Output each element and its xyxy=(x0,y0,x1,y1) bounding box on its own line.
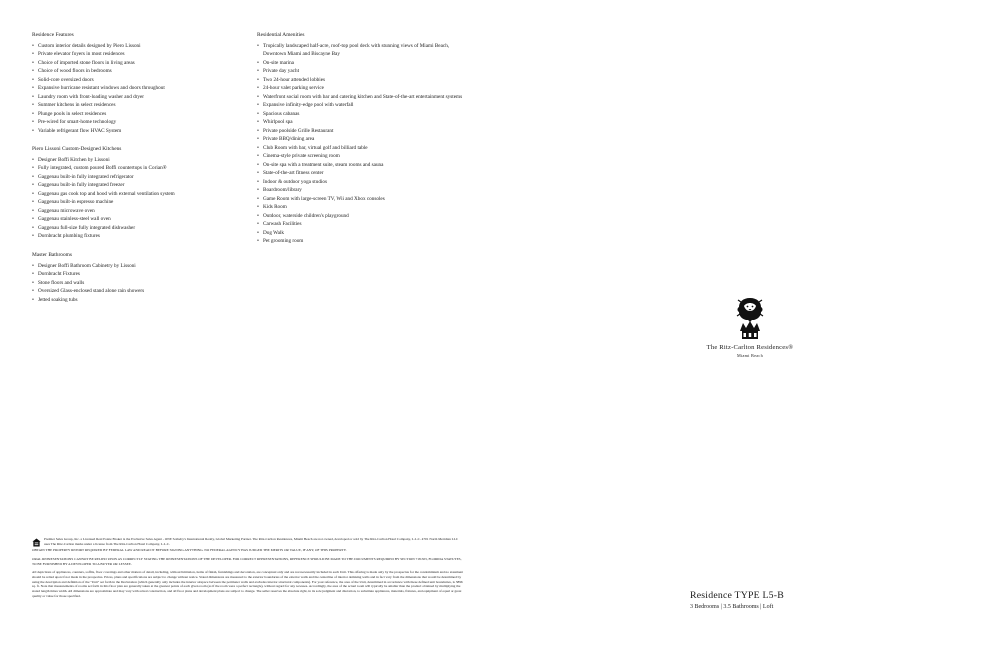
list-item: • Expansive hurricane resistant windows and doors throughout xyxy=(32,84,252,93)
list-item: • Plunge pools in select residences xyxy=(32,110,252,119)
list-item: • Whirlpool spa xyxy=(257,118,467,127)
list-item: • Expansive infinity-edge pool with waterfall xyxy=(257,101,467,110)
bathrooms-section xyxy=(32,251,252,304)
equal-housing-opportunity-icon xyxy=(32,538,41,547)
section-heading: Master Bathrooms xyxy=(32,251,72,258)
list-item: • Custom interior details designed by Piero Lissoni xyxy=(32,42,252,51)
list-item: • Choice of wood floors in bedrooms xyxy=(32,67,252,76)
list-item: • Gaggenau microwave oven xyxy=(32,207,252,216)
legal-header-row xyxy=(32,537,464,547)
legal-paragraph: OBTAIN THE PROPERTY REPORT REQUIRED BY FEDERAL LAW AND READ IT BEFORE SIGNING ANYTHING. NO FEDERAL AGENCY HAS JUDGED THE MERITS OR VALUE, IF ANY, OF THIS PROPERTY. xyxy=(32,548,347,553)
list-item: • Designer Boffi Bathroom Cabinetry by Lissoni xyxy=(32,262,252,271)
list-item: • Gaggenau gas cook top and hood with external ventilation system xyxy=(32,190,252,199)
ritz-carlton-lion-crown-logo-icon xyxy=(730,296,770,342)
list-item: • Cinema-style private screening room xyxy=(257,152,467,161)
amenities-list xyxy=(257,42,467,246)
list-item: • Choice of imported stone floors in living areas xyxy=(32,59,252,68)
section-heading: Piero Lissoni Custom-Designed Kitchens xyxy=(32,146,122,153)
list-item: • Gaggenau stainless-steel wall oven xyxy=(32,215,252,224)
section-heading: Residential Amenities xyxy=(257,32,305,38)
list-item: • Boardroom/library xyxy=(257,186,467,195)
list-item: • Outdoor, waterside children's playground xyxy=(257,212,467,221)
kitchens-section xyxy=(32,145,252,241)
list-item: • Jetted soaking tubs xyxy=(32,296,252,305)
list-item: • Club Room with bar, virtual golf and billiard table xyxy=(257,144,467,153)
kitchens-list xyxy=(32,156,252,241)
list-item: • Gaggenau built-in fully integrated freezer xyxy=(32,181,252,190)
list-item: • Spacious cabanas xyxy=(257,110,467,119)
list-item: • Carwash Facilities xyxy=(257,220,467,229)
list-item: • Solid-core oversized doors xyxy=(32,76,252,85)
section-heading: Residence Features xyxy=(32,32,74,38)
legal-paragraph: All depictions of appliances, counters, soffits, floor coverings and other matters of detail, including, without limitation, items of finish, furnishings and decoration, are conceptual only and are not necessarily included in each Unit. This offering is made only by the prospectus for the condominium and no statement should be relied upon if not made in the prospectus. Prices, plans and specifications are subject to change without notice. Stated dimensions are measured to the exterior boundaries of the exterior walls and the centerline of interior demising walls and in fact vary from the dimensions that would be determined by using the description and definition of the "Unit" set forth in the Declaration (which generally only includes the interior airspace between the perimeter walls and excludes interior structural components). For your reference, the area of the Unit, determined in accordance with these defined unit boundaries, is 3896 sq. ft. Note that measurements of rooms set forth in this floor plan are generally taken at the greatest points of each given room (as if the room were a perfect rectangle), without regard for any recesses. Accordingly, the area of the actual room will typically be smaller than the product obtained by multiplying the stated length times width. All dimensions are approximate and may vary with actual construction, and all floor plans and development plans are subject to change. The seller reserves the absolute right, in its sole judgment and discretion, to substitute appliances, materials, fixtures, and equipment of equal or great quality or value for those specified. xyxy=(32,570,464,598)
list-item: • Gaggenau full-size fully integrated dishwasher xyxy=(32,224,252,233)
list-item: • State-of-the-art fitness center xyxy=(257,169,467,178)
legal-disclaimer xyxy=(32,537,464,599)
list-item: • Two 24-hour attended lobbies xyxy=(257,76,467,85)
residence-features-list xyxy=(32,42,252,136)
middle-column xyxy=(257,31,467,246)
list-item: • Tropically landscaped half-acre, roof-top pool deck with stunning views of Miami Beach, Downtown Miami and Biscayne Bay xyxy=(257,42,467,59)
list-item: • Private poolside Grille Restaurant xyxy=(257,127,467,136)
list-item: • Waterfront social room with bar and catering kitchen and State-of-the-art entertainment systems xyxy=(257,93,467,102)
list-item: • Designer Boffi Kitchen by Lissoni xyxy=(32,156,252,165)
left-column xyxy=(32,31,252,304)
brand-location: Miami Beach xyxy=(737,353,763,358)
list-item: • Summer kitchens in select residences xyxy=(32,101,252,110)
list-item: • Indoor & outdoor yoga studios xyxy=(257,178,467,187)
list-item: • On-site marina xyxy=(257,59,467,68)
bathrooms-list xyxy=(32,262,252,305)
list-item: • Gaggenau built-in fully integrated refrigerator xyxy=(32,173,252,182)
list-item: • Gaggenau built-in espresso machine xyxy=(32,198,252,207)
legal-paragraph: Premier Sales Group, Inc. a Licensed Real Estate Broker is the Exclusive Sales Agent - ONE Sotheby's International Realty, Global Marketing Partner. The Ritz-Carlton Residences, Miami Beach are not owned, developed or sold by The Ritz-Carlton Hotel Company, L.L.C. 4701 North Meridian LLC uses The Ritz-Carlton marks under a license from The Ritz-Carlton Hotel Company, L.L.C. xyxy=(44,537,459,546)
list-item: • Laundry room with front-loading washer and dryer xyxy=(32,93,252,102)
legal-paragraph: ORAL REPRESENTATIONS CANNOT BE RELIED UPON AS CORRECTLY STATING THE REPRESENTATIONS OF THE DEVELOPER. FOR CORRECT REPRESENTATIONS, REFERENCE SHOULD BE MADE TO THE DOCUMENTS REQUIRED BY SECTION 718.503, FLORIDA STATUTES, TO BE FURNISHED BY A DEVELOPER TO A BUYER OR LESSEE. xyxy=(32,556,462,566)
list-item: • Pre-wired for smart-home technology xyxy=(32,118,252,127)
amenities-section xyxy=(257,31,467,246)
brand-logo-block xyxy=(670,296,830,358)
brand-name: The Ritz-Carlton Residences® xyxy=(706,344,794,351)
list-item: • Dornbracht plumbing fixtures xyxy=(32,232,252,241)
list-item: • Private elevator foyers in most residences xyxy=(32,50,252,59)
list-item: • Dog Walk xyxy=(257,229,467,238)
list-item: • Fully integrated, custom poured Boffi countertops in Corian® xyxy=(32,164,252,173)
list-item: • 24-hour valet parking service xyxy=(257,84,467,93)
residence-features-section xyxy=(32,31,252,135)
list-item: • Kids Room xyxy=(257,203,467,212)
list-item: • Pet grooming room xyxy=(257,237,467,246)
list-item: • Stone floors and walls xyxy=(32,279,252,288)
residence-subtitle: 3 Bedrooms | 3.5 Bathrooms | Loft xyxy=(690,604,774,610)
list-item: • Game Room with large-screen TV, Wii and Xbox consoles xyxy=(257,195,467,204)
list-item: • Dornbracht Fixtures xyxy=(32,270,252,279)
list-item: • On-site spa with a treatment suite, steam rooms and sauna xyxy=(257,161,467,170)
list-item: • Private BBQ/dining area xyxy=(257,135,467,144)
list-item: • Variable refrigerant flow HVAC System xyxy=(32,127,252,136)
list-item: • Oversized Glass-enclosed stand alone rain showers xyxy=(32,287,252,296)
list-item: • Private day yacht xyxy=(257,67,467,76)
residence-title: Residence TYPE L5-B xyxy=(690,590,784,601)
